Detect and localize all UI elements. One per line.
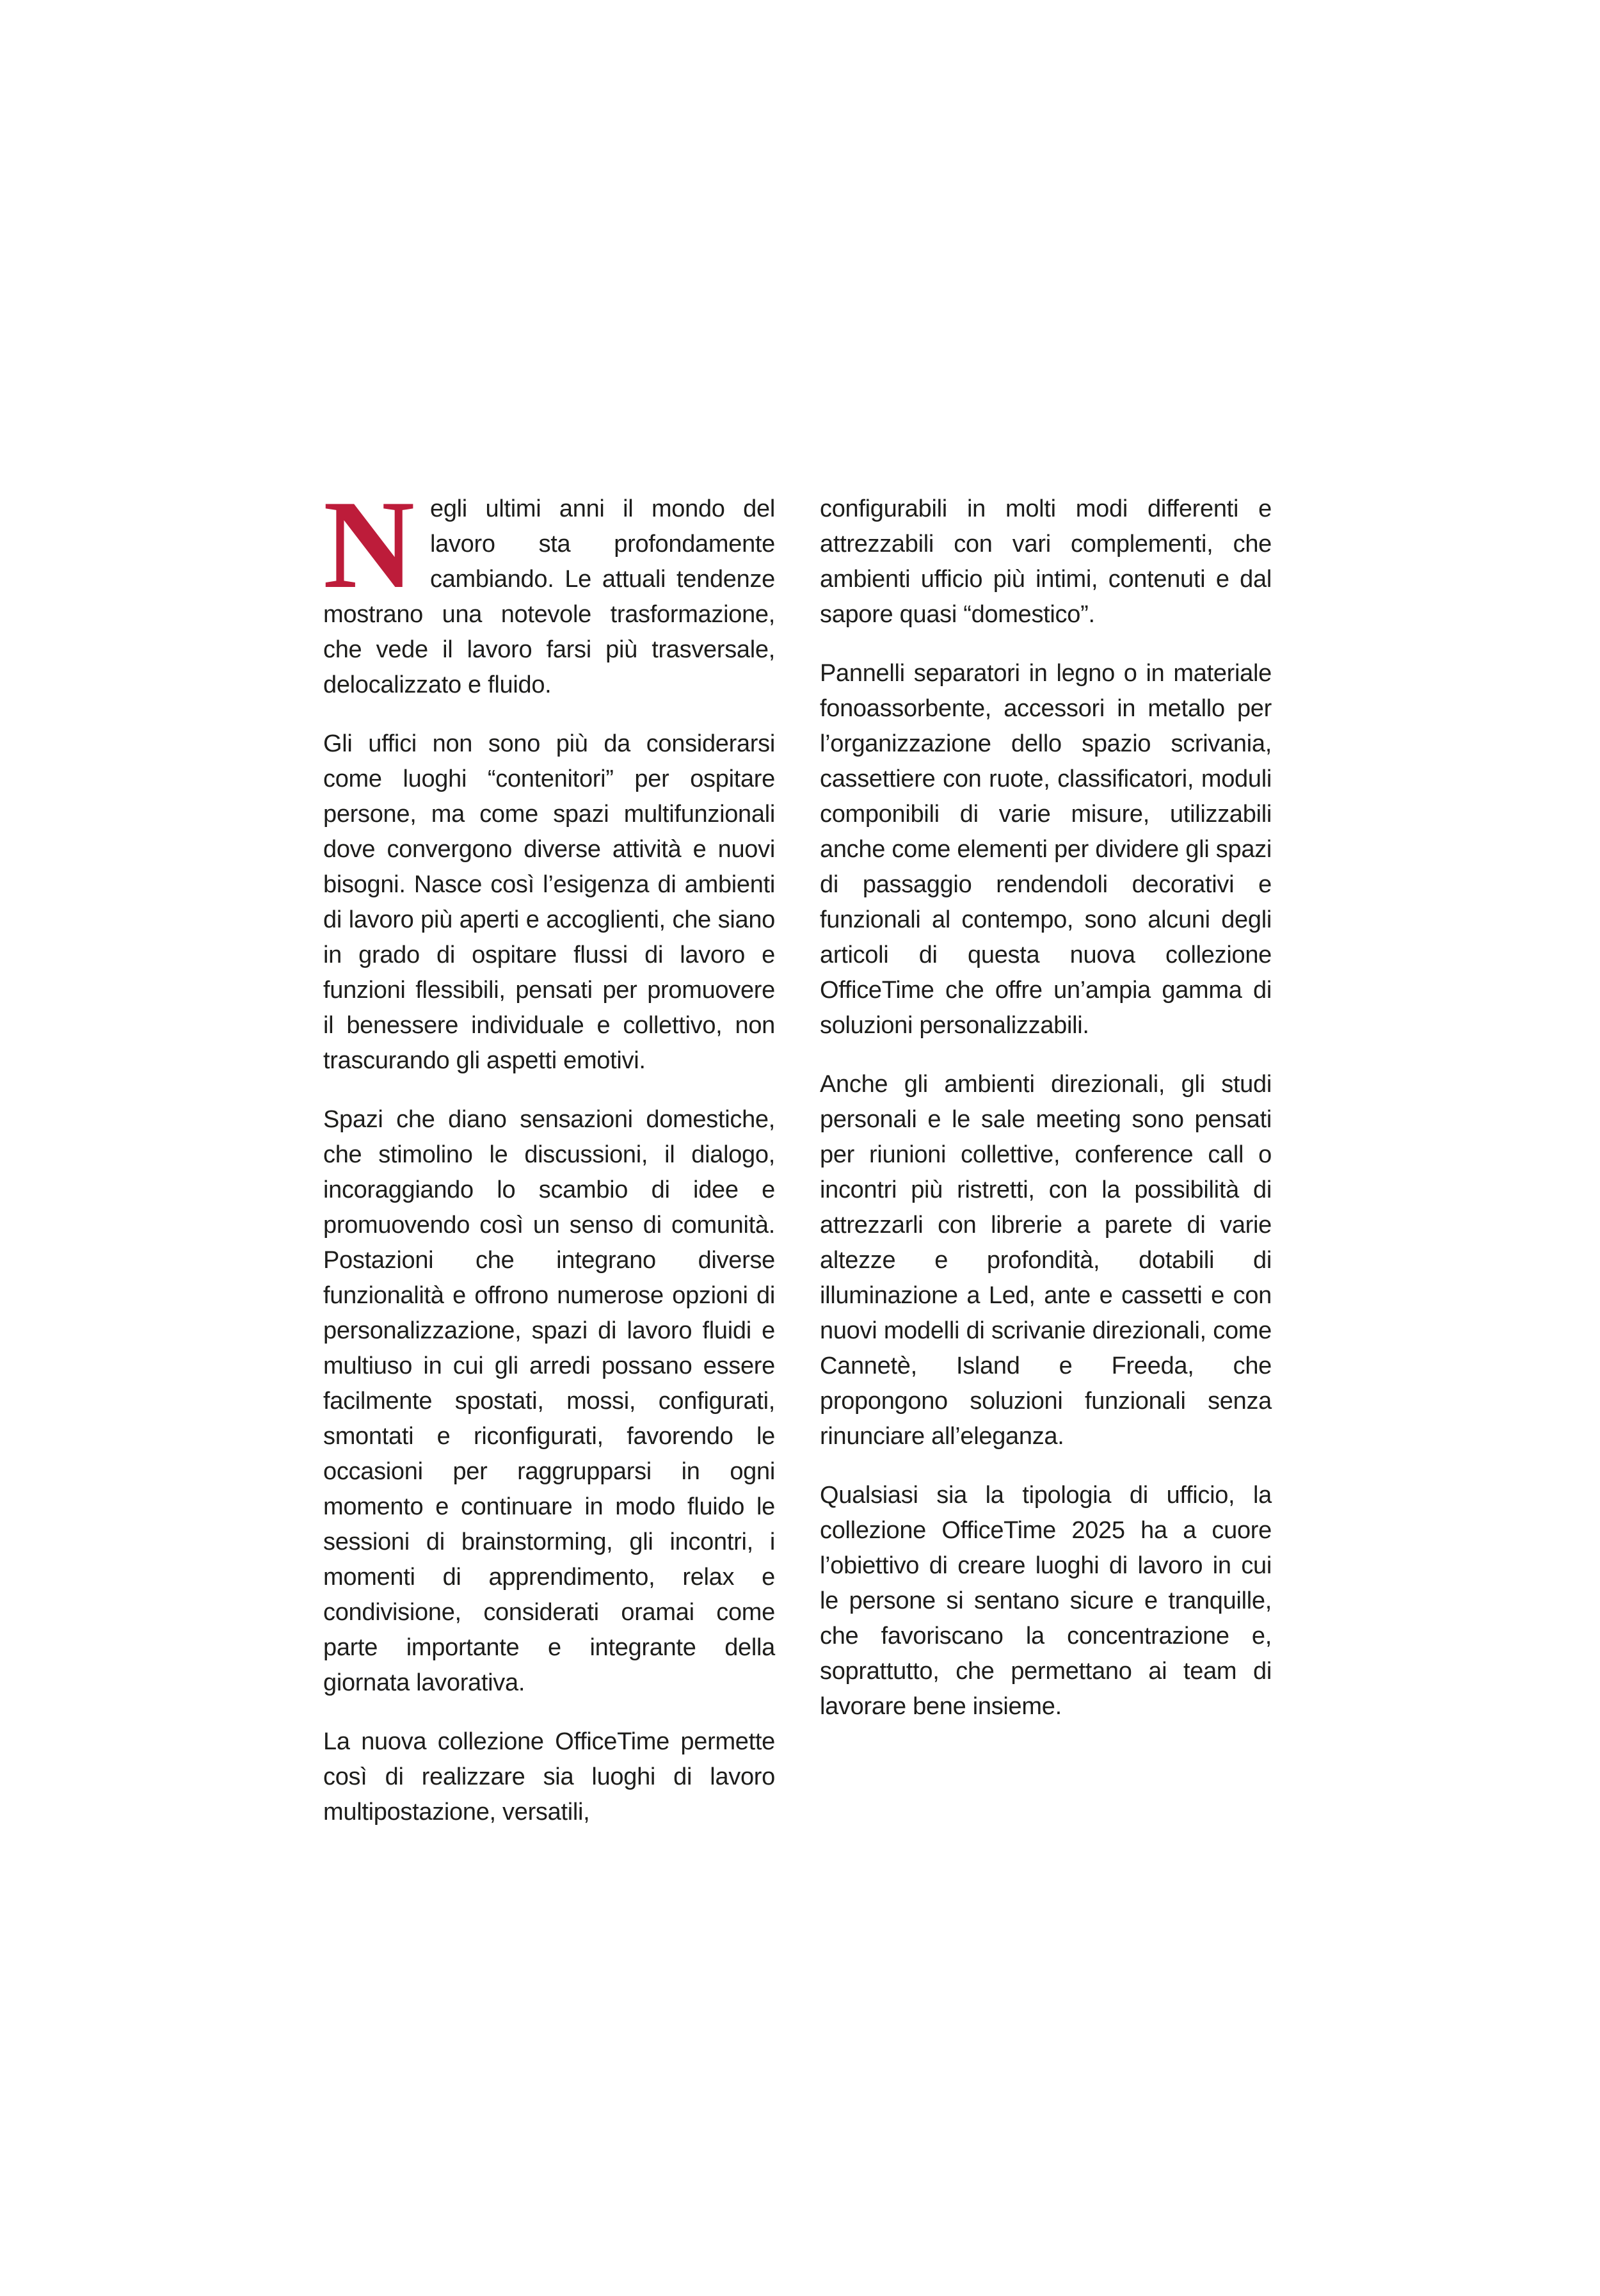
paragraph-intro bbox=[323, 474, 775, 703]
paragraph: Spazi che diano sensazioni domestiche, che stimolino le discussioni, il dialogo, incoraggiando lo scambio di idee e promuovendo così un senso di comunità. Postazioni che integrano diverse funzionalità e offrono numerose opzioni di personalizzazione, spazi di lavoro fluidi e multiuso in cui gli arredi possano essere facilmente spostati, mossi, configurati, smontati e riconfigurati, favorendo le occasioni per raggrupparsi in ogni momento e continuare in modo fluido le sessioni di brainstorming, gli incontri, i momenti di apprendimento, relax e condivisione, considerati oramai come parte importante e integrante della giornata lavorativa. bbox=[323, 1106, 775, 1696]
left-column bbox=[323, 474, 775, 1830]
text-columns bbox=[323, 474, 1272, 1830]
paragraph: Pannelli separatori in legno o in materiale fonoassorbente, accessori in metallo per l’organizzazione dello spazio scrivania, cassettiere con ruote, classificatori, moduli componibili di varie misure, utilizzabili anche come elementi per dividere gli spazi di passaggio rendendoli decorativi e funzionali al contempo, sono alcuni degli articoli di questa nuova collezione OfficeTime che offre un’ampia gamma di soluzioni personalizzabili. bbox=[820, 660, 1272, 1039]
paragraph: La nuova collezione OfficeTime permette così di realizzare sia luoghi di lavoro multipostazione, versatili, bbox=[323, 1728, 775, 1826]
paragraph: Anche gli ambienti direzionali, gli studi personali e le sale meeting sono pensati per riunioni collettive, conference call o incontri più ristretti, con la possibilità di attrezzarli con librerie a parete di varie altezze e profondità, dotabili di illuminazione a Led, ante e cassetti e con nuovi modelli di scrivanie direzionali, come Cannetè, Island e Freeda, che propongono soluzioni funzionali senza rinunciare all’eleganza. bbox=[820, 1071, 1272, 1450]
paragraph: configurabili in molti modi differenti e attrezzabili con vari complementi, che ambienti ufficio più intimi, contenuti e dal sapore quasi “domestico”. bbox=[820, 495, 1272, 628]
drop-cap-letter: N bbox=[323, 474, 415, 614]
paragraph: Qualsiasi sia la tipologia di ufficio, la collezione OfficeTime 2025 ha a cuore l’obiettivo di creare luoghi di lavoro in cui le persone si sentano sicure e tranquille, che favoriscano la concentrazione e, soprattutto, che permettano ai team di lavorare bene insieme. bbox=[820, 1482, 1272, 1720]
paragraph: Gli uffici non sono più da considerarsi come luoghi “contenitori” per ospitare persone, ma come spazi multifunzionali dove convergono diverse attività e nuovi bisogni. Nasce così l’esigenza di ambienti di lavoro più aperti e accoglienti, che siano in grado di ospitare flussi di lavoro e funzioni flessibili, pensati per promuovere il benessere individuale e collettivo, non trascurando gli aspetti emotivi. bbox=[323, 730, 775, 1074]
right-column bbox=[820, 492, 1272, 1830]
paragraph-text: egli ultimi anni il mondo del lavoro sta profondamente cambiando. Le attuali tendenze mostrano una notevole trasformazione, che vede il lavoro farsi più trasversale, delocalizzato e fluido. bbox=[323, 495, 775, 698]
